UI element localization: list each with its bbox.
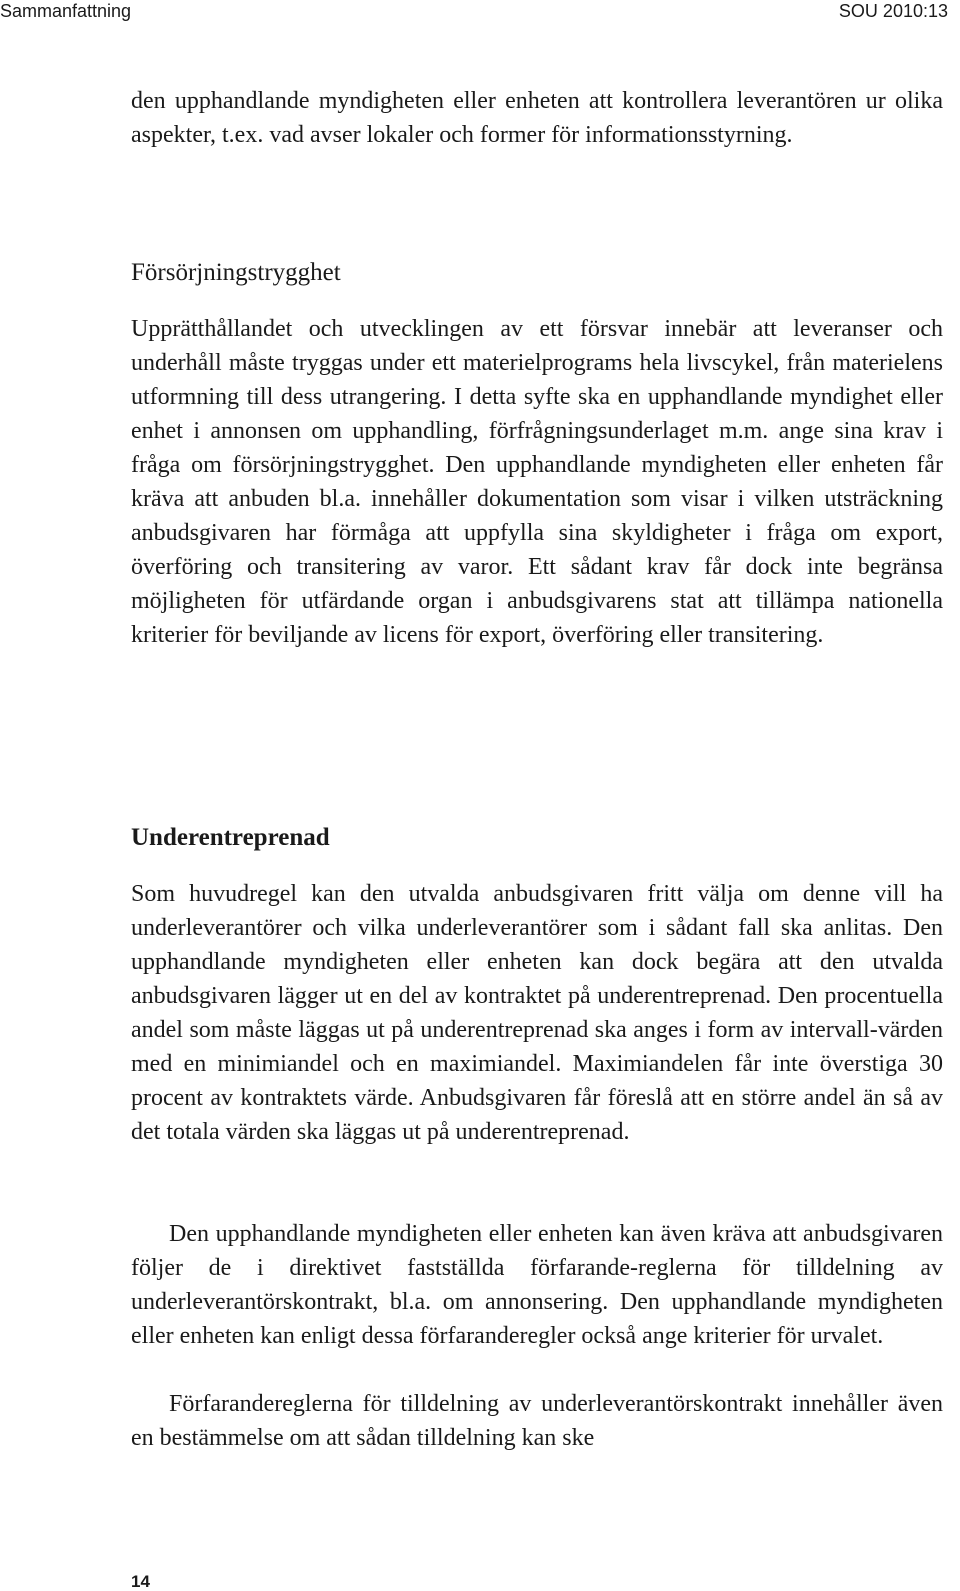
paragraph-forsorjningstrygghet: Upprätthållandet och utvecklingen av ett försvar innebär att leveranser och underhåll måste tryggas under ett materielprograms hela livscykel, från materielens utformning till dess utrangering. I detta syfte ska en upphandlande myndighet eller enhet i annonsen om upphandling, förfrågningsunderlaget m.m. ange sina krav i fråga om försörjningstrygghet. Den upphandlande myndigheten eller enheten får kräva att anbuden bl.a. innehåller dokumentation som visar i vilken utsträckning anbudsgivaren har förmåga att uppfylla sina skyldigheter i fråga om export, överföring och transitering av varor. Ett sådant krav får dock inte begränsa möjligheten för utfärdande organ i anbudsgivarens stat att tillämpa nationella kriterier för beviljande av licens för export, överföring eller transitering. <box>131 316 943 648</box>
paragraph-underentreprenad-1: Som huvudregel kan den utvalda anbudsgivaren fritt välja om denne vill ha underleverantörer och vilka underleverantörer som i sådant fall ska anlitas. Den upphandlande myndigheten eller enheten kan dock begära att den utvalda anbudsgivaren lägger ut en del av kontraktet på underentreprenad. Den procentuella andel som måste läggas ut på underentreprenad ska anges i form av intervall-värden med en minimiandel och en maximiandel. Maximiandelen får inte överstiga 30 procent av kontraktets värde. Anbudsgivaren får föreslå att en större andel än så av det totala värden ska läggas ut på underentreprenad. <box>131 881 943 1145</box>
page-number: 14 <box>131 1572 150 1591</box>
running-header <box>0 0 948 24</box>
heading-forsorjningstrygghet: Försörjningstrygghet <box>131 259 341 286</box>
paragraph-underentreprenad-3: Förfarandereglerna för tilldelning av underleverantörskontrakt innehåller även en bestämmelse om att sådan tilldelning kan ske <box>131 1391 943 1451</box>
intro-paragraph: den upphandlande myndigheten eller enheten att kontrollera leverantören ur olika aspekter, t.ex. vad avser lokaler och former för informationsstyrning. <box>131 88 943 148</box>
header-section-title: Sammanfattning <box>0 1 132 21</box>
header-report-id: SOU 2010:13 <box>838 1 948 21</box>
heading-underentreprenad: Underentreprenad <box>131 824 330 851</box>
paragraph-underentreprenad-2: Den upphandlande myndigheten eller enheten kan även kräva att anbudsgivaren följer de i direktivet fastställda förfarande-reglerna för tilldelning av underleverantörskontrakt, bl.a. om annonsering. Den upphandlande myndigheten eller enheten kan enligt dessa förfaranderegler också ange kriterier för urvalet. <box>131 1221 943 1349</box>
